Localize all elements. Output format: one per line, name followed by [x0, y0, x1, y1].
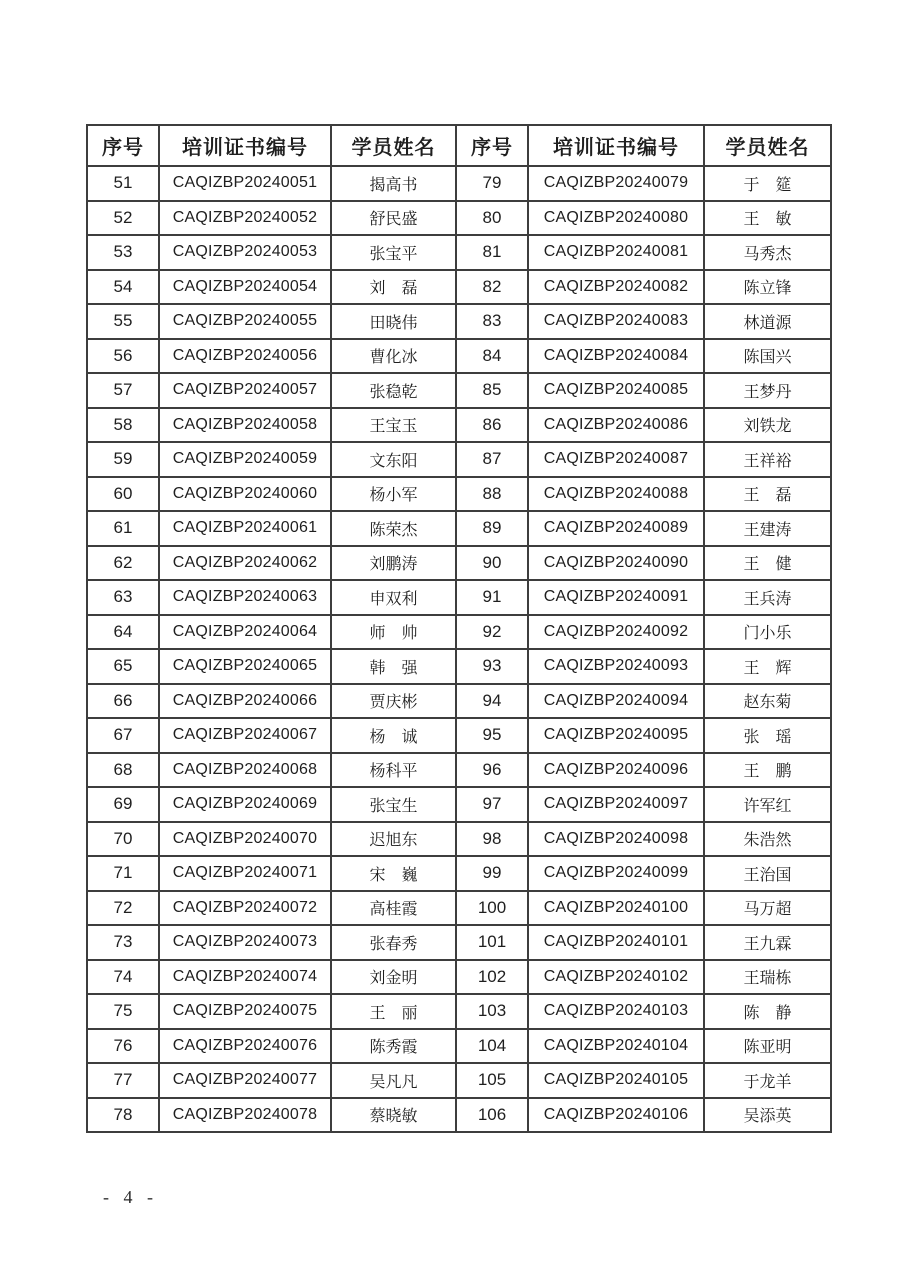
certificate-number-cell-left: CAQIZBP20240075 [159, 994, 331, 1029]
serial-number-cell-left: 57 [87, 373, 159, 408]
serial-number-cell-right: 104 [456, 1029, 528, 1064]
header-serial-number-left: 序号 [87, 125, 159, 166]
serial-number-cell-left: 73 [87, 925, 159, 960]
table-row [87, 994, 831, 1029]
trainee-name-cell-right: 赵东菊 [704, 684, 831, 719]
trainee-name-cell-left: 杨小军 [331, 477, 456, 512]
table-row [87, 891, 831, 926]
trainee-name-cell-left: 刘金明 [331, 960, 456, 995]
trainee-name-cell-right: 吴添英 [704, 1098, 831, 1133]
trainee-name-cell-left: 王宝玉 [331, 408, 456, 443]
trainee-name-cell-left: 曹化冰 [331, 339, 456, 374]
table-row [87, 304, 831, 339]
serial-number-cell-left: 67 [87, 718, 159, 753]
certificate-number-cell-left: CAQIZBP20240073 [159, 925, 331, 960]
trainee-name-cell-left: 韩 强 [331, 649, 456, 684]
certificate-number-cell-left: CAQIZBP20240054 [159, 270, 331, 305]
table-row [87, 753, 831, 788]
serial-number-cell-left: 78 [87, 1098, 159, 1133]
trainee-name-cell-left: 杨 诚 [331, 718, 456, 753]
trainee-name-cell-left: 贾庆彬 [331, 684, 456, 719]
table-row [87, 477, 831, 512]
table-row [87, 235, 831, 270]
serial-number-cell-left: 69 [87, 787, 159, 822]
table-row [87, 1029, 831, 1064]
certificate-number-cell-right: CAQIZBP20240092 [528, 615, 704, 650]
table-row [87, 339, 831, 374]
table-row [87, 925, 831, 960]
page-number: - 4 - [103, 1187, 158, 1207]
certificate-number-cell-right: CAQIZBP20240084 [528, 339, 704, 374]
header-certificate-number-right: 培训证书编号 [528, 125, 704, 166]
trainee-name-cell-right: 王治国 [704, 856, 831, 891]
serial-number-cell-left: 63 [87, 580, 159, 615]
certificate-number-cell-right: CAQIZBP20240088 [528, 477, 704, 512]
trainee-name-cell-right: 朱浩然 [704, 822, 831, 857]
table-row [87, 442, 831, 477]
trainee-name-cell-left: 师 帅 [331, 615, 456, 650]
certificate-number-cell-left: CAQIZBP20240067 [159, 718, 331, 753]
trainee-name-cell-left: 刘 磊 [331, 270, 456, 305]
certificate-number-cell-right: CAQIZBP20240105 [528, 1063, 704, 1098]
serial-number-cell-right: 95 [456, 718, 528, 753]
certificate-number-cell-left: CAQIZBP20240076 [159, 1029, 331, 1064]
certificate-number-cell-right: CAQIZBP20240079 [528, 166, 704, 201]
serial-number-cell-right: 87 [456, 442, 528, 477]
serial-number-cell-right: 90 [456, 546, 528, 581]
serial-number-cell-right: 97 [456, 787, 528, 822]
serial-number-cell-left: 74 [87, 960, 159, 995]
table-row [87, 166, 831, 201]
trainee-name-cell-left: 张春秀 [331, 925, 456, 960]
serial-number-cell-left: 66 [87, 684, 159, 719]
certificate-number-cell-left: CAQIZBP20240070 [159, 822, 331, 857]
serial-number-cell-right: 86 [456, 408, 528, 443]
table-row [87, 1098, 831, 1133]
trainee-name-cell-right: 陈亚明 [704, 1029, 831, 1064]
serial-number-cell-left: 70 [87, 822, 159, 857]
certificate-number-cell-left: CAQIZBP20240060 [159, 477, 331, 512]
certificate-number-cell-right: CAQIZBP20240102 [528, 960, 704, 995]
serial-number-cell-left: 60 [87, 477, 159, 512]
certificate-number-cell-right: CAQIZBP20240100 [528, 891, 704, 926]
trainee-name-cell-left: 张宝平 [331, 235, 456, 270]
certificate-number-cell-left: CAQIZBP20240056 [159, 339, 331, 374]
trainee-name-cell-left: 刘鹏涛 [331, 546, 456, 581]
serial-number-cell-right: 103 [456, 994, 528, 1029]
trainee-name-cell-left: 揭高书 [331, 166, 456, 201]
serial-number-cell-right: 99 [456, 856, 528, 891]
trainee-name-cell-left: 杨科平 [331, 753, 456, 788]
table-row [87, 856, 831, 891]
certificate-number-cell-right: CAQIZBP20240086 [528, 408, 704, 443]
trainee-name-cell-right: 王 健 [704, 546, 831, 581]
certificate-number-cell-right: CAQIZBP20240093 [528, 649, 704, 684]
certificate-number-cell-right: CAQIZBP20240080 [528, 201, 704, 236]
header-serial-number-right: 序号 [456, 125, 528, 166]
serial-number-cell-right: 85 [456, 373, 528, 408]
trainee-name-cell-right: 王瑞栋 [704, 960, 831, 995]
serial-number-cell-right: 93 [456, 649, 528, 684]
certificate-number-cell-left: CAQIZBP20240066 [159, 684, 331, 719]
trainee-name-cell-left: 张稳乾 [331, 373, 456, 408]
certificate-number-cell-left: CAQIZBP20240057 [159, 373, 331, 408]
serial-number-cell-right: 96 [456, 753, 528, 788]
trainee-name-cell-right: 陈国兴 [704, 339, 831, 374]
certificate-number-cell-right: CAQIZBP20240090 [528, 546, 704, 581]
certificate-number-cell-left: CAQIZBP20240071 [159, 856, 331, 891]
trainee-name-cell-left: 申双利 [331, 580, 456, 615]
certificate-number-cell-right: CAQIZBP20240095 [528, 718, 704, 753]
certificate-number-cell-left: CAQIZBP20240078 [159, 1098, 331, 1133]
table-row [87, 1063, 831, 1098]
trainee-name-cell-left: 宋 巍 [331, 856, 456, 891]
table-row [87, 546, 831, 581]
header-row [87, 125, 831, 166]
serial-number-cell-left: 53 [87, 235, 159, 270]
table-body [87, 166, 831, 1132]
trainee-name-cell-right: 王 辉 [704, 649, 831, 684]
trainee-name-cell-left: 王 丽 [331, 994, 456, 1029]
serial-number-cell-left: 56 [87, 339, 159, 374]
serial-number-cell-left: 55 [87, 304, 159, 339]
table-row [87, 718, 831, 753]
serial-number-cell-right: 98 [456, 822, 528, 857]
certificate-number-cell-left: CAQIZBP20240077 [159, 1063, 331, 1098]
certificate-number-cell-left: CAQIZBP20240063 [159, 580, 331, 615]
table-row [87, 822, 831, 857]
serial-number-cell-left: 65 [87, 649, 159, 684]
trainee-name-cell-right: 王 敏 [704, 201, 831, 236]
serial-number-cell-right: 82 [456, 270, 528, 305]
certificate-number-cell-left: CAQIZBP20240052 [159, 201, 331, 236]
serial-number-cell-right: 89 [456, 511, 528, 546]
serial-number-cell-left: 54 [87, 270, 159, 305]
trainee-name-cell-left: 舒民盛 [331, 201, 456, 236]
certificate-number-cell-right: CAQIZBP20240085 [528, 373, 704, 408]
trainee-name-cell-left: 蔡晓敏 [331, 1098, 456, 1133]
trainee-name-cell-right: 于 筵 [704, 166, 831, 201]
trainee-name-cell-right: 许军红 [704, 787, 831, 822]
serial-number-cell-left: 72 [87, 891, 159, 926]
serial-number-cell-left: 62 [87, 546, 159, 581]
trainee-name-cell-right: 张 瑶 [704, 718, 831, 753]
certificate-number-cell-left: CAQIZBP20240055 [159, 304, 331, 339]
trainee-name-cell-left: 陈秀霞 [331, 1029, 456, 1064]
table-row [87, 787, 831, 822]
serial-number-cell-left: 58 [87, 408, 159, 443]
certificate-number-cell-right: CAQIZBP20240101 [528, 925, 704, 960]
certificate-number-cell-right: CAQIZBP20240087 [528, 442, 704, 477]
trainee-name-cell-right: 王梦丹 [704, 373, 831, 408]
serial-number-cell-right: 80 [456, 201, 528, 236]
certificate-number-cell-right: CAQIZBP20240096 [528, 753, 704, 788]
serial-number-cell-left: 76 [87, 1029, 159, 1064]
table-row [87, 960, 831, 995]
trainee-name-cell-right: 王 鹏 [704, 753, 831, 788]
trainee-name-cell-right: 陈立锋 [704, 270, 831, 305]
certificate-number-cell-left: CAQIZBP20240051 [159, 166, 331, 201]
serial-number-cell-right: 100 [456, 891, 528, 926]
trainee-name-cell-right: 王 磊 [704, 477, 831, 512]
certificate-number-cell-right: CAQIZBP20240091 [528, 580, 704, 615]
table-row [87, 408, 831, 443]
trainee-name-cell-right: 陈 静 [704, 994, 831, 1029]
certificate-number-cell-left: CAQIZBP20240062 [159, 546, 331, 581]
serial-number-cell-right: 102 [456, 960, 528, 995]
header-certificate-number-left: 培训证书编号 [159, 125, 331, 166]
trainee-name-cell-right: 马秀杰 [704, 235, 831, 270]
header-trainee-name-left: 学员姓名 [331, 125, 456, 166]
serial-number-cell-right: 81 [456, 235, 528, 270]
serial-number-cell-left: 64 [87, 615, 159, 650]
certificate-number-cell-left: CAQIZBP20240069 [159, 787, 331, 822]
trainee-name-cell-right: 林道源 [704, 304, 831, 339]
certificate-number-cell-left: CAQIZBP20240072 [159, 891, 331, 926]
table-header [87, 125, 831, 166]
trainee-name-cell-right: 王建涛 [704, 511, 831, 546]
serial-number-cell-left: 52 [87, 201, 159, 236]
table-row [87, 684, 831, 719]
trainee-certificate-table [86, 124, 832, 1133]
table-row [87, 201, 831, 236]
serial-number-cell-right: 94 [456, 684, 528, 719]
serial-number-cell-left: 51 [87, 166, 159, 201]
table-row [87, 511, 831, 546]
table-row [87, 649, 831, 684]
serial-number-cell-right: 84 [456, 339, 528, 374]
certificate-number-cell-right: CAQIZBP20240081 [528, 235, 704, 270]
trainee-name-cell-right: 马万超 [704, 891, 831, 926]
serial-number-cell-right: 105 [456, 1063, 528, 1098]
serial-number-cell-left: 59 [87, 442, 159, 477]
certificate-number-cell-right: CAQIZBP20240104 [528, 1029, 704, 1064]
serial-number-cell-left: 77 [87, 1063, 159, 1098]
serial-number-cell-right: 106 [456, 1098, 528, 1133]
trainee-name-cell-left: 张宝生 [331, 787, 456, 822]
serial-number-cell-left: 71 [87, 856, 159, 891]
table-row [87, 580, 831, 615]
serial-number-cell-right: 91 [456, 580, 528, 615]
certificate-number-cell-left: CAQIZBP20240061 [159, 511, 331, 546]
trainee-name-cell-right: 王九霖 [704, 925, 831, 960]
certificate-number-cell-left: CAQIZBP20240068 [159, 753, 331, 788]
certificate-number-cell-left: CAQIZBP20240053 [159, 235, 331, 270]
certificate-number-cell-right: CAQIZBP20240082 [528, 270, 704, 305]
table-row [87, 270, 831, 305]
certificate-number-cell-left: CAQIZBP20240064 [159, 615, 331, 650]
certificate-number-cell-right: CAQIZBP20240083 [528, 304, 704, 339]
trainee-name-cell-left: 高桂霞 [331, 891, 456, 926]
header-trainee-name-right: 学员姓名 [704, 125, 831, 166]
serial-number-cell-left: 75 [87, 994, 159, 1029]
certificate-number-cell-right: CAQIZBP20240098 [528, 822, 704, 857]
trainee-name-cell-left: 文东阳 [331, 442, 456, 477]
serial-number-cell-right: 79 [456, 166, 528, 201]
certificate-number-cell-left: CAQIZBP20240058 [159, 408, 331, 443]
serial-number-cell-right: 83 [456, 304, 528, 339]
serial-number-cell-left: 68 [87, 753, 159, 788]
certificate-number-cell-right: CAQIZBP20240097 [528, 787, 704, 822]
certificate-number-cell-right: CAQIZBP20240106 [528, 1098, 704, 1133]
trainee-name-cell-right: 刘铁龙 [704, 408, 831, 443]
certificate-number-cell-right: CAQIZBP20240089 [528, 511, 704, 546]
serial-number-cell-left: 61 [87, 511, 159, 546]
trainee-name-cell-left: 田晓伟 [331, 304, 456, 339]
table-row [87, 615, 831, 650]
serial-number-cell-right: 92 [456, 615, 528, 650]
trainee-name-cell-right: 于龙羊 [704, 1063, 831, 1098]
certificate-number-cell-left: CAQIZBP20240059 [159, 442, 331, 477]
certificate-number-cell-right: CAQIZBP20240099 [528, 856, 704, 891]
trainee-name-cell-left: 吴凡凡 [331, 1063, 456, 1098]
trainee-name-cell-right: 门小乐 [704, 615, 831, 650]
table-row [87, 373, 831, 408]
serial-number-cell-right: 101 [456, 925, 528, 960]
trainee-name-cell-right: 王祥裕 [704, 442, 831, 477]
trainee-name-cell-left: 迟旭东 [331, 822, 456, 857]
trainee-name-cell-right: 王兵涛 [704, 580, 831, 615]
serial-number-cell-right: 88 [456, 477, 528, 512]
certificate-number-cell-right: CAQIZBP20240103 [528, 994, 704, 1029]
certificate-number-cell-left: CAQIZBP20240065 [159, 649, 331, 684]
trainee-name-cell-left: 陈荣杰 [331, 511, 456, 546]
certificate-number-cell-left: CAQIZBP20240074 [159, 960, 331, 995]
certificate-number-cell-right: CAQIZBP20240094 [528, 684, 704, 719]
